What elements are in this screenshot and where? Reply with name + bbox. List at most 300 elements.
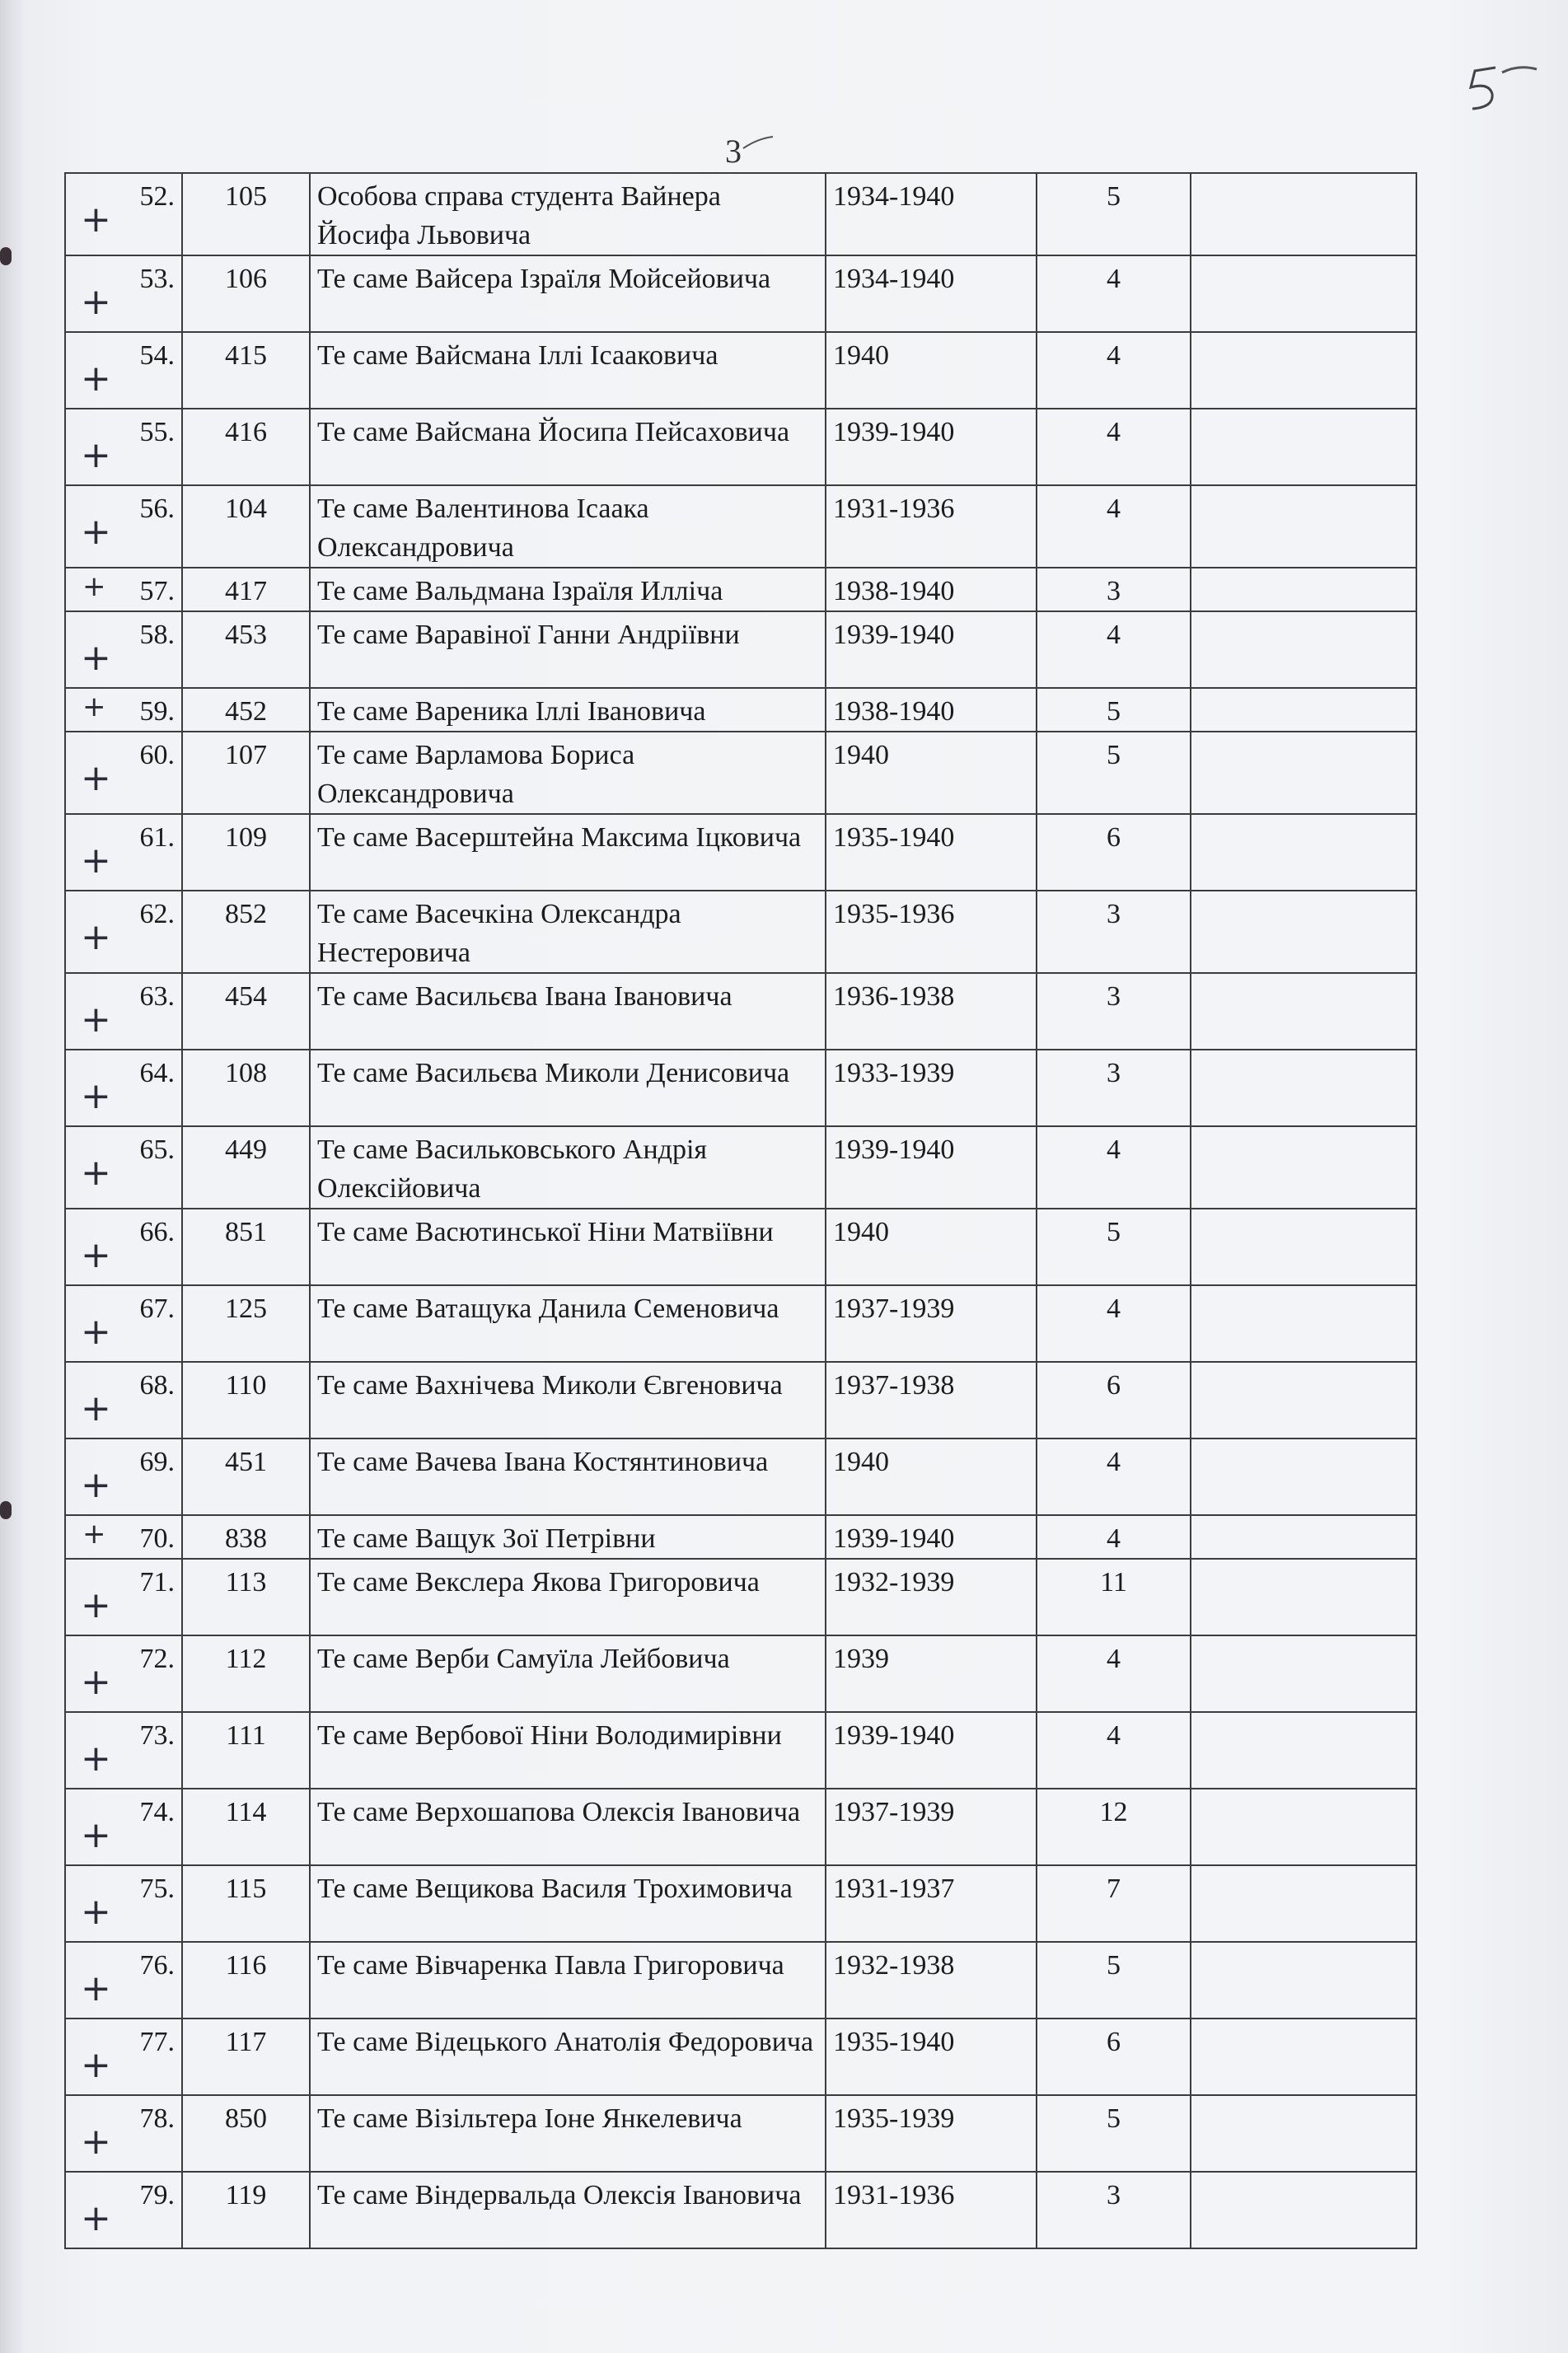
file-code (182, 173, 310, 255)
file-title-text: Те саме Вайсмана Йосипа Пейсаховича (317, 417, 790, 447)
row-number (65, 1789, 182, 1865)
sheet-count (1037, 255, 1191, 332)
sheet-count (1037, 332, 1191, 409)
file-code-text: 113 (225, 1567, 267, 1598)
file-title (310, 814, 826, 891)
file-code (182, 1209, 310, 1285)
sheet-count-text: 4 (1107, 1720, 1121, 1751)
sheet-count (1037, 611, 1191, 688)
notes-cell (1191, 568, 1416, 611)
sheet-count-text: 3 (1107, 899, 1121, 929)
file-title-text: Те саме Валентинова Ісаака Олександровича (317, 494, 649, 563)
sheet-count-text: 4 (1107, 1523, 1121, 1554)
file-years (826, 1865, 1037, 1942)
file-title (310, 2095, 826, 2172)
notes-cell (1191, 1942, 1416, 2019)
table-row (65, 255, 1416, 332)
file-title-text: Те саме Вербової Ніни Володимирівни (317, 1720, 782, 1751)
row-number (65, 1559, 182, 1635)
sheet-count (1037, 1865, 1191, 1942)
notes-cell (1191, 1050, 1416, 1126)
row-number-text: 72. (139, 1644, 175, 1674)
punch-hole (0, 1501, 12, 1519)
file-code-text: 109 (225, 822, 267, 853)
table-row (65, 1438, 1416, 1515)
file-title (310, 173, 826, 255)
file-title-text: Те саме Варавіної Ганни Андріївни (317, 620, 740, 650)
file-code (182, 1865, 310, 1942)
handwritten-check-mark: + (81, 1234, 111, 1276)
row-number-text: 68. (139, 1370, 175, 1401)
file-years-text: 1937-1938 (833, 1370, 955, 1401)
row-number-text: 62. (139, 899, 175, 929)
file-title (310, 1559, 826, 1635)
file-title-text: Те саме Вахнічева Миколи Євгеновича (317, 1370, 783, 1401)
file-code-text: 107 (225, 740, 267, 770)
file-years-text: 1940 (833, 740, 889, 770)
file-code (182, 1438, 310, 1515)
table-row (65, 732, 1416, 814)
row-number (65, 973, 182, 1050)
handwritten-check-mark: + (82, 690, 106, 723)
notes-cell (1191, 611, 1416, 688)
handwritten-check-mark: + (82, 1518, 106, 1551)
file-title (310, 1515, 826, 1559)
file-code (182, 485, 310, 568)
file-code-text: 416 (225, 417, 267, 447)
handwritten-check-mark: + (81, 999, 111, 1041)
sheet-count-text: 5 (1107, 740, 1121, 770)
row-number (65, 1362, 182, 1438)
row-number (65, 2019, 182, 2095)
file-code-text: 110 (225, 1370, 267, 1401)
sheet-count (1037, 2095, 1191, 2172)
table-row (65, 814, 1416, 891)
notes-cell (1191, 1712, 1416, 1789)
register-table (64, 172, 1417, 2249)
handwritten-check-mark: + (81, 840, 111, 882)
notes-cell (1191, 332, 1416, 409)
row-number (65, 1942, 182, 2019)
file-code (182, 1362, 310, 1438)
file-years (826, 891, 1037, 973)
notes-cell (1191, 1559, 1416, 1635)
file-years (826, 732, 1037, 814)
row-number (65, 1865, 182, 1942)
file-title-text: Те саме Васильєва Івана Івановича (317, 981, 733, 1012)
row-number-text: 71. (139, 1567, 175, 1598)
handwritten-check-mark: + (82, 570, 106, 603)
table-row (65, 1942, 1416, 2019)
sheet-count (1037, 1942, 1191, 2019)
file-title-text: Те саме Вареника Іллі Івановича (317, 696, 706, 727)
handwritten-check-mark: + (81, 1967, 111, 2009)
handwritten-check-mark: + (81, 637, 111, 679)
notes-cell (1191, 1789, 1416, 1865)
file-years (826, 1789, 1037, 1865)
sheet-count (1037, 1635, 1191, 1712)
file-code (182, 688, 310, 732)
sheet-count (1037, 1362, 1191, 1438)
file-years-text: 1936-1938 (833, 981, 955, 1012)
file-years (826, 173, 1037, 255)
table-row (65, 332, 1416, 409)
notes-cell (1191, 2095, 1416, 2172)
file-title (310, 973, 826, 1050)
file-years-text: 1935-1939 (833, 2103, 955, 2134)
row-number-text: 65. (139, 1134, 175, 1165)
table-row (65, 2095, 1416, 2172)
page-number-stroke (742, 135, 775, 152)
sheet-count-text: 5 (1107, 2103, 1121, 2134)
row-number-text: 66. (139, 1217, 175, 1247)
file-title (310, 1209, 826, 1285)
sheet-count (1037, 485, 1191, 568)
file-code-text: 417 (225, 576, 267, 606)
notes-cell (1191, 255, 1416, 332)
file-code-text: 838 (225, 1523, 267, 1554)
file-code-text: 104 (225, 494, 267, 524)
sheet-count-text: 6 (1107, 2027, 1121, 2057)
row-number (65, 485, 182, 568)
row-number (65, 255, 182, 332)
file-title-text: Те саме Візільтера Іоне Янкелевича (317, 2103, 742, 2134)
file-code (182, 1789, 310, 1865)
file-code-text: 850 (225, 2103, 267, 2134)
file-title (310, 255, 826, 332)
file-code (182, 973, 310, 1050)
file-title (310, 332, 826, 409)
notes-cell (1191, 1209, 1416, 1285)
row-number-text: 63. (139, 981, 175, 1012)
file-title-text: Те саме Васечкіна Олександра Нестеровича (317, 899, 681, 968)
row-number (65, 1126, 182, 1209)
file-years-text: 1939 (833, 1644, 889, 1674)
sheet-count (1037, 688, 1191, 732)
file-years-text: 1935-1940 (833, 822, 955, 853)
sheet-count-text: 4 (1107, 1644, 1121, 1674)
notes-cell (1191, 409, 1416, 485)
row-number (65, 1438, 182, 1515)
sheet-count-text: 5 (1107, 696, 1121, 727)
handwritten-check-mark: + (81, 1661, 111, 1703)
row-number (65, 1050, 182, 1126)
row-number-text: 76. (139, 1950, 175, 1981)
sheet-count (1037, 173, 1191, 255)
file-title-text: Те саме Верхошапова Олексія Івановича (317, 1797, 801, 1827)
sheet-count (1037, 2019, 1191, 2095)
file-years-text: 1938-1940 (833, 696, 955, 727)
file-code (182, 611, 310, 688)
file-title-text: Те саме Варламова Бориса Олександровича (317, 740, 635, 809)
row-number-text: 67. (139, 1293, 175, 1324)
handwritten-check-mark: + (81, 1584, 111, 1626)
file-code-text: 115 (225, 1874, 267, 1904)
file-title (310, 1126, 826, 1209)
row-number (65, 332, 182, 409)
file-code-text: 106 (225, 264, 267, 294)
file-title-text: Те саме Верби Самуїла Лейбовича (317, 1644, 730, 1674)
row-number (65, 1285, 182, 1362)
row-number-text: 61. (139, 822, 175, 853)
file-code (182, 1515, 310, 1559)
file-code (182, 2019, 310, 2095)
row-number (65, 2172, 182, 2248)
file-title (310, 1362, 826, 1438)
file-code-text: 852 (225, 899, 267, 929)
row-number-text: 77. (139, 2027, 175, 2057)
sheet-count (1037, 1285, 1191, 1362)
row-number-text: 75. (139, 1874, 175, 1904)
file-years (826, 1362, 1037, 1438)
file-code (182, 255, 310, 332)
file-code (182, 1559, 310, 1635)
file-years-text: 1939-1940 (833, 1134, 955, 1165)
file-years (826, 255, 1037, 332)
file-years (826, 485, 1037, 568)
row-number (65, 568, 182, 611)
file-years-text: 1934-1940 (833, 181, 955, 212)
sheet-count-text: 4 (1107, 620, 1121, 650)
file-years (826, 1438, 1037, 1515)
file-title (310, 568, 826, 611)
file-years (826, 568, 1037, 611)
file-years-text: 1939-1940 (833, 1720, 955, 1751)
file-years-text: 1931-1936 (833, 2180, 955, 2210)
file-years-text: 1937-1939 (833, 1797, 955, 1827)
file-code-text: 116 (225, 1950, 267, 1981)
notes-cell (1191, 2019, 1416, 2095)
row-number (65, 814, 182, 891)
file-title-text: Те саме Вайсмана Іллі Ісааковича (317, 340, 718, 371)
sheet-count (1037, 1712, 1191, 1789)
notes-cell (1191, 1865, 1416, 1942)
sheet-count (1037, 1209, 1191, 1285)
file-code (182, 409, 310, 485)
file-years (826, 1712, 1037, 1789)
handwritten-check-mark: + (81, 1387, 111, 1429)
table-row (65, 688, 1416, 732)
file-code (182, 1635, 310, 1712)
notes-cell (1191, 688, 1416, 732)
sheet-count-text: 4 (1107, 1447, 1121, 1477)
notes-cell (1191, 1126, 1416, 1209)
handwritten-check-mark: + (81, 1311, 111, 1353)
row-number (65, 1712, 182, 1789)
sheet-count (1037, 2172, 1191, 2248)
folio-number-handwritten (1446, 58, 1545, 124)
file-title-text: Те саме Вайсера Ізраїля Мойсейовича (317, 264, 771, 294)
file-code (182, 2172, 310, 2248)
file-years (826, 1126, 1037, 1209)
handwritten-check-mark: + (81, 199, 111, 241)
file-title-text: Особова справа студента Вайнера Йосифа Львовича (317, 181, 721, 250)
file-code-text: 451 (225, 1447, 267, 1477)
notes-cell (1191, 1438, 1416, 1515)
file-code-text: 117 (225, 2027, 267, 2057)
file-title-text: Те саме Вальдмана Ізраїля Илліча (317, 576, 723, 606)
handwritten-check-mark: + (81, 434, 111, 476)
file-code-text: 111 (226, 1720, 266, 1751)
file-code-text: 415 (225, 340, 267, 371)
file-title-text: Те саме Ватащука Данила Семеновича (317, 1293, 779, 1324)
file-years-text: 1932-1939 (833, 1567, 955, 1598)
table-row (65, 568, 1416, 611)
sheet-count (1037, 1126, 1191, 1209)
file-title (310, 409, 826, 485)
file-years (826, 973, 1037, 1050)
file-years (826, 611, 1037, 688)
sheet-count (1037, 973, 1191, 1050)
file-code-text: 453 (225, 620, 267, 650)
sheet-count-text: 3 (1107, 2180, 1121, 2210)
file-years-text: 1939-1940 (833, 417, 955, 447)
row-number-text: 78. (139, 2103, 175, 2134)
file-years-text: 1939-1940 (833, 1523, 955, 1554)
file-title-text: Те саме Васильковського Андрія Олексійовича (317, 1134, 708, 1204)
file-code-text: 125 (225, 1293, 267, 1324)
notes-cell (1191, 1515, 1416, 1559)
file-years-text: 1939-1940 (833, 620, 955, 650)
file-code (182, 1050, 310, 1126)
notes-cell (1191, 2172, 1416, 2248)
handwritten-check-mark: + (81, 1464, 111, 1506)
file-years-text: 1940 (833, 1447, 889, 1477)
file-years (826, 332, 1037, 409)
sheet-count-text: 6 (1107, 1370, 1121, 1401)
file-title (310, 1712, 826, 1789)
file-years (826, 688, 1037, 732)
file-title (310, 1285, 826, 1362)
table-row (65, 1635, 1416, 1712)
table-row (65, 973, 1416, 1050)
handwritten-check-mark: + (81, 1075, 111, 1117)
notes-cell (1191, 732, 1416, 814)
file-title-text: Те саме Васерштейна Максима Іцковича (317, 822, 802, 853)
file-title-text: Те саме Векслера Якова Григоровича (317, 1567, 760, 1598)
file-title (310, 732, 826, 814)
row-number (65, 2095, 182, 2172)
file-years-text: 1938-1940 (833, 576, 955, 606)
sheet-count-text: 4 (1107, 417, 1121, 447)
sheet-count-text: 3 (1107, 1058, 1121, 1088)
handwritten-check-mark: + (81, 281, 111, 323)
row-number (65, 1515, 182, 1559)
table-row (65, 485, 1416, 568)
row-number-text: 69. (139, 1447, 175, 1477)
file-title (310, 1865, 826, 1942)
punch-hole (0, 247, 12, 265)
row-number-text: 56. (139, 494, 175, 524)
sheet-count (1037, 1438, 1191, 1515)
sheet-count-text: 6 (1107, 822, 1121, 853)
file-code-text: 108 (225, 1058, 267, 1088)
row-number (65, 891, 182, 973)
table-row (65, 409, 1416, 485)
sheet-count-text: 4 (1107, 1134, 1121, 1165)
sheet-count (1037, 568, 1191, 611)
sheet-count (1037, 1515, 1191, 1559)
file-years-text: 1940 (833, 1217, 889, 1247)
row-number-text: 57. (139, 576, 175, 606)
file-years (826, 2019, 1037, 2095)
row-number-text: 59. (139, 696, 175, 727)
file-years-text: 1934-1940 (833, 264, 955, 294)
file-years (826, 2095, 1037, 2172)
row-number (65, 173, 182, 255)
file-code-text: 452 (225, 696, 267, 727)
sheet-count-text: 11 (1100, 1567, 1127, 1598)
notes-cell (1191, 173, 1416, 255)
table-row (65, 173, 1416, 255)
sheet-count-text: 12 (1099, 1797, 1128, 1827)
file-code-text: 105 (225, 181, 267, 212)
file-years (826, 1942, 1037, 2019)
table-row (65, 1126, 1416, 1209)
row-number-text: 70. (139, 1523, 175, 1554)
file-code (182, 891, 310, 973)
handwritten-check-mark: + (81, 2044, 111, 2086)
row-number (65, 732, 182, 814)
file-years (826, 409, 1037, 485)
sheet-count (1037, 1559, 1191, 1635)
file-years-text: 1935-1936 (833, 899, 955, 929)
file-years-text: 1937-1939 (833, 1293, 955, 1324)
file-title-text: Те саме Віндервальда Олексія Івановича (317, 2180, 802, 2210)
file-title-text: Те саме Вещикова Василя Трохимовича (317, 1874, 793, 1904)
table-row (65, 2019, 1416, 2095)
file-code (182, 732, 310, 814)
file-code (182, 1285, 310, 1362)
table-row (65, 1362, 1416, 1438)
table-row (65, 1209, 1416, 1285)
sheet-count (1037, 891, 1191, 973)
file-title-text: Те саме Васютинської Ніни Матвіївни (317, 1217, 774, 1247)
table-row (65, 1515, 1416, 1559)
handwritten-check-mark: + (81, 358, 111, 400)
row-number (65, 1635, 182, 1712)
handwritten-check-mark: + (81, 1738, 111, 1780)
file-title-text: Те саме Відецького Анатолія Федоровича (317, 2027, 814, 2057)
table-row (65, 1050, 1416, 1126)
handwritten-check-mark: + (81, 1814, 111, 1856)
sheet-count (1037, 409, 1191, 485)
file-years-text: 1931-1937 (833, 1874, 955, 1904)
file-years-text: 1935-1940 (833, 2027, 955, 2057)
handwritten-check-mark: + (81, 2197, 111, 2239)
file-title (310, 1438, 826, 1515)
file-title (310, 611, 826, 688)
file-code-text: 114 (225, 1797, 267, 1827)
notes-cell (1191, 1285, 1416, 1362)
file-years (826, 1050, 1037, 1126)
row-number-text: 60. (139, 740, 175, 770)
file-title (310, 2172, 826, 2248)
table-row (65, 611, 1416, 688)
notes-cell (1191, 1362, 1416, 1438)
table-row (65, 1285, 1416, 1362)
file-code (182, 1712, 310, 1789)
handwritten-check-mark: + (81, 916, 111, 958)
table-row (65, 1789, 1416, 1865)
file-title-text: Те саме Вівчаренка Павла Григоровича (317, 1950, 784, 1981)
row-number-text: 79. (139, 2180, 175, 2210)
file-title (310, 1050, 826, 1126)
file-years (826, 1515, 1037, 1559)
file-title (310, 2019, 826, 2095)
file-title (310, 1635, 826, 1712)
table-row (65, 1712, 1416, 1789)
